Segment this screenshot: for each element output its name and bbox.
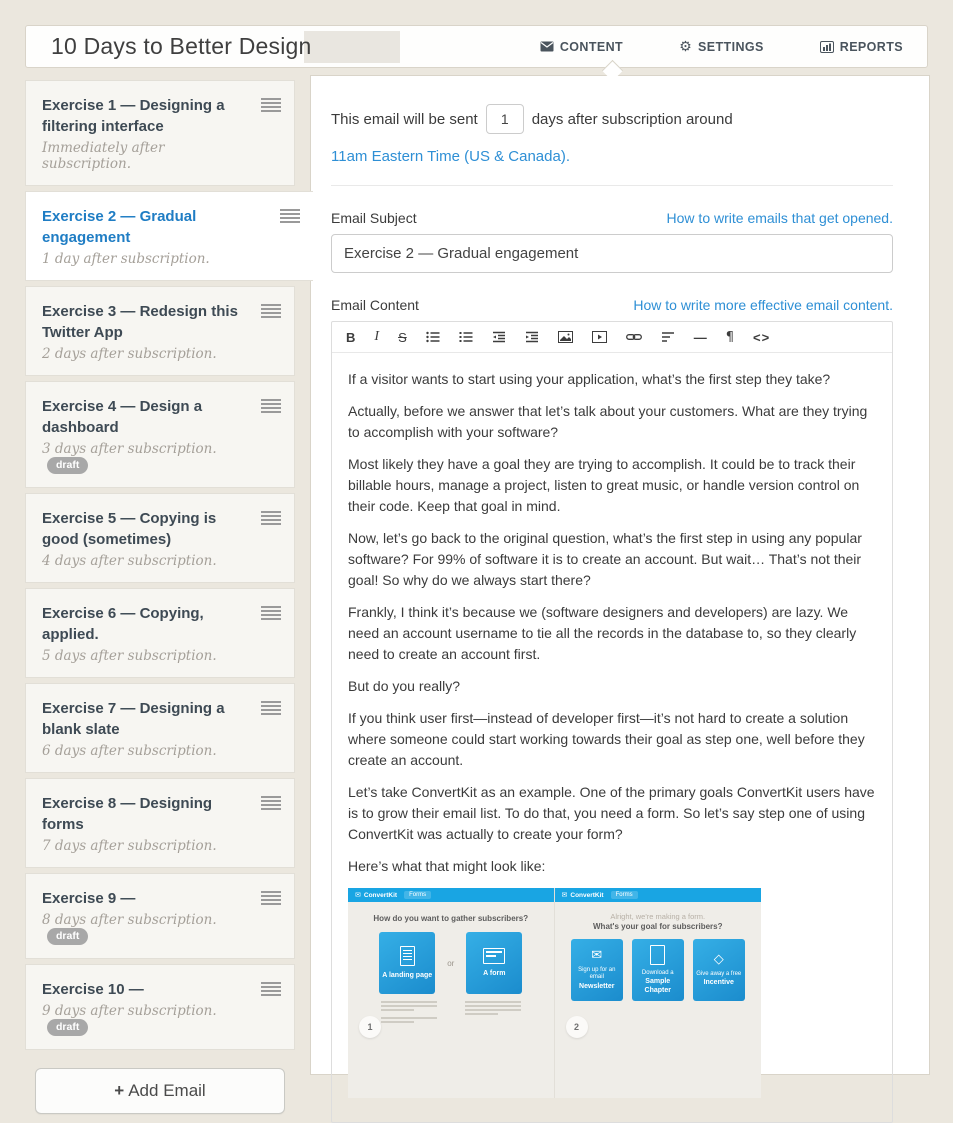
email-subject-input[interactable]: [331, 234, 893, 273]
envelope-icon: ✉: [355, 891, 361, 899]
tab-reports-label: REPORTS: [839, 39, 903, 54]
tab-content-label: CONTENT: [559, 39, 624, 54]
form-card: A form: [466, 932, 522, 994]
ordered-list-icon[interactable]: [459, 331, 473, 343]
header-tabs: [540, 40, 903, 54]
tab-content[interactable]: [540, 40, 623, 54]
send-timing-suffix: days after subscription around: [531, 110, 733, 128]
editor-body[interactable]: [332, 353, 892, 1122]
sidebar-email-item[interactable]: [25, 286, 295, 376]
rich-text-editor: [331, 321, 893, 1123]
email-paragraph: Here’s what that might look like:: [348, 858, 546, 874]
add-email-button[interactable]: [35, 1068, 285, 1114]
draft-badge: draft: [47, 1019, 88, 1036]
email-item-title: Exercise 3 — Redesign this Twitter App: [42, 303, 238, 341]
horizontal-rule-icon[interactable]: —: [693, 329, 707, 345]
drag-handle-icon[interactable]: [261, 98, 281, 112]
screenshot-appbar: [555, 888, 762, 902]
sidebar-email-item[interactable]: [25, 683, 295, 773]
email-editor-panel: [310, 75, 930, 1075]
add-email-label: Add Email: [128, 1081, 206, 1100]
diamond-icon: ◇: [713, 951, 724, 967]
envelope-icon: ✉: [561, 891, 568, 899]
email-item-title: Exercise 6 — Copying, applied.: [42, 605, 204, 643]
bold-icon[interactable]: B: [346, 329, 356, 345]
drag-handle-icon[interactable]: [261, 701, 281, 715]
course-title-wrap[interactable]: [51, 26, 311, 67]
email-item-schedule: 1 day after subscription.: [42, 251, 210, 267]
plus-icon: +: [114, 1081, 125, 1100]
tab-settings[interactable]: [679, 40, 764, 54]
email-item-title: Exercise 10 —: [42, 981, 144, 998]
email-paragraph: Frankly, I think it’s because we (software designers and developers) are lazy. We need an account username to tie all the records in the database to, so they clearly need to create an account first.: [348, 604, 857, 662]
draft-badge: draft: [47, 928, 88, 945]
course-title[interactable]: 10 Days to Better Design: [51, 33, 312, 59]
email-item-title: Exercise 1 — Designing a filtering interface: [42, 97, 225, 135]
screenshot-heading: What's your goal for subscribers?: [593, 922, 723, 931]
code-icon[interactable]: <>: [753, 329, 771, 345]
content-label-row: [331, 297, 893, 313]
email-item-schedule: 2 days after subscription.: [42, 346, 217, 362]
drag-handle-icon[interactable]: [261, 511, 281, 525]
drag-handle-icon[interactable]: [261, 606, 281, 620]
email-paragraph: Now, let’s go back to the original question, what’s the first step in using any popular software? For 99% of software it is to create an account. But wait… That’s not their goal! So why do we always start there?: [348, 530, 862, 588]
envelope-icon: [540, 41, 554, 52]
email-item-schedule: 8 days after subscription.draft: [42, 912, 250, 945]
convertkit-logo: ✉ ConvertKit: [561, 891, 604, 899]
send-timing-prefix: This email will be sent: [331, 110, 478, 128]
drag-handle-icon[interactable]: [261, 891, 281, 905]
email-item-schedule: 9 days after subscription.draft: [42, 1003, 250, 1036]
link-icon[interactable]: [626, 332, 642, 342]
email-paragraph: Most likely they have a goal they are trying to accomplish. It could be to track their billable hours, manage a project, listen to great music, or handle version control on their code. Keep that goal in mind.: [348, 456, 860, 514]
forms-nav-item: Forms: [611, 891, 638, 899]
draft-badge: draft: [47, 457, 88, 474]
email-sidebar: [25, 80, 295, 1114]
email-item-title: Exercise 2 — Gradual engagement: [42, 208, 197, 246]
subject-label-row: [331, 210, 893, 226]
email-item-title: Exercise 9 —: [42, 890, 136, 907]
document-icon: [650, 945, 665, 965]
email-content-label: Email Content: [331, 297, 419, 313]
sidebar-email-item[interactable]: [25, 778, 295, 868]
sidebar-email-item[interactable]: [25, 191, 313, 281]
drag-handle-icon[interactable]: [261, 982, 281, 996]
sidebar-email-item[interactable]: [25, 381, 295, 488]
screenshot-appbar: [348, 888, 554, 902]
newsletter-card: ✉ Sign up for an email Newsletter: [571, 939, 623, 1001]
screenshot-panel-2: [555, 888, 762, 1098]
email-item-title: Exercise 4 — Design a dashboard: [42, 398, 203, 436]
screenshot-heading: How do you want to gather subscribers?: [373, 914, 529, 923]
or-text: or: [447, 958, 455, 968]
outdent-icon[interactable]: [492, 331, 506, 343]
send-time-link[interactable]: 11am Eastern Time (US & Canada).: [331, 148, 570, 165]
drag-handle-icon[interactable]: [261, 796, 281, 810]
email-item-title: Exercise 7 — Designing a blank slate: [42, 700, 225, 738]
sidebar-email-item[interactable]: [25, 873, 295, 959]
content-help-link[interactable]: How to write more effective email content.: [633, 297, 893, 313]
image-icon[interactable]: [558, 331, 573, 343]
email-item-schedule: 7 days after subscription.: [42, 838, 217, 854]
email-item-schedule: 5 days after subscription.: [42, 648, 217, 664]
video-icon[interactable]: [592, 331, 607, 343]
screenshot-panel-1: [348, 888, 555, 1098]
tab-reports[interactable]: [820, 40, 903, 54]
section-divider: [331, 185, 893, 186]
unordered-list-icon[interactable]: [426, 331, 440, 343]
email-subject-label: Email Subject: [331, 210, 417, 226]
email-item-schedule: Immediately after subscription.: [42, 140, 165, 172]
course-title-edit-highlight: [304, 31, 400, 63]
indent-icon[interactable]: [525, 331, 539, 343]
screenshot-subheading: Alright, we're making a form.: [610, 912, 706, 921]
editor-toolbar: [332, 322, 892, 353]
email-item-schedule: 6 days after subscription.: [42, 743, 217, 759]
email-paragraphs: [348, 369, 876, 877]
email-item-title: Exercise 5 — Copying is good (sometimes): [42, 510, 217, 548]
email-paragraph: Actually, before we answer that let’s talk about your customers. What are they trying to accomplish with your software?: [348, 403, 868, 440]
italic-icon[interactable]: I: [374, 329, 380, 344]
sidebar-email-item[interactable]: [25, 493, 295, 583]
days-after-input[interactable]: [486, 104, 524, 134]
paragraph-icon[interactable]: ¶: [725, 329, 735, 345]
email-paragraph: If a visitor wants to start using your application, what’s the first step they take?: [348, 371, 831, 387]
screenshot-cards: [555, 939, 762, 1001]
embedded-screenshot: [348, 888, 761, 1098]
gear-icon: ⚙: [679, 38, 693, 55]
step-number-badge: 2: [566, 1016, 588, 1038]
bar-chart-icon: [820, 41, 834, 53]
tab-settings-label: SETTINGS: [698, 39, 764, 54]
send-timing-row: [331, 104, 893, 134]
email-paragraph: But do you really?: [348, 678, 461, 694]
email-item-schedule: 4 days after subscription.: [42, 553, 217, 569]
landing-page-card: A landing page: [379, 932, 435, 994]
screenshot-cards: [348, 932, 554, 994]
subject-help-link[interactable]: How to write emails that get opened.: [666, 210, 893, 226]
incentive-card: ◇ Give away a free Incentive: [693, 939, 745, 1001]
email-list: [25, 80, 295, 1050]
align-left-icon[interactable]: [661, 331, 675, 343]
email-paragraph: If you think user first—instead of developer first—it’s not hard to create a solution where someone could start working towards their goal as step one, well before they create an account.: [348, 710, 865, 768]
sidebar-email-item[interactable]: [25, 80, 295, 186]
sample-chapter-card: Download a Sample Chapter: [632, 939, 684, 1001]
strikethrough-icon[interactable]: S: [398, 329, 407, 345]
drag-handle-icon[interactable]: [261, 399, 281, 413]
drag-handle-icon[interactable]: [261, 304, 281, 318]
convertkit-logo: ✉ ConvertKit: [355, 891, 398, 899]
forms-nav-item: Forms: [404, 891, 431, 899]
header-bar: [25, 25, 928, 68]
email-item-title: Exercise 8 — Designing forms: [42, 795, 213, 833]
sidebar-email-item[interactable]: [25, 588, 295, 678]
step-number-badge: 1: [359, 1016, 381, 1038]
email-item-schedule: 3 days after subscription.draft: [42, 441, 250, 474]
drag-handle-icon[interactable]: [280, 209, 300, 223]
email-paragraph: Let’s take ConvertKit as an example. One of the primary goals ConvertKit users have is to grow their email list. To do that, you need a form. So let’s say step one of using ConvertKit was actually to create your form?: [348, 784, 875, 842]
sidebar-email-item[interactable]: [25, 964, 295, 1050]
form-icon: [483, 948, 505, 964]
envelope-icon: ✉: [591, 947, 603, 963]
landing-page-icon: [400, 946, 415, 966]
